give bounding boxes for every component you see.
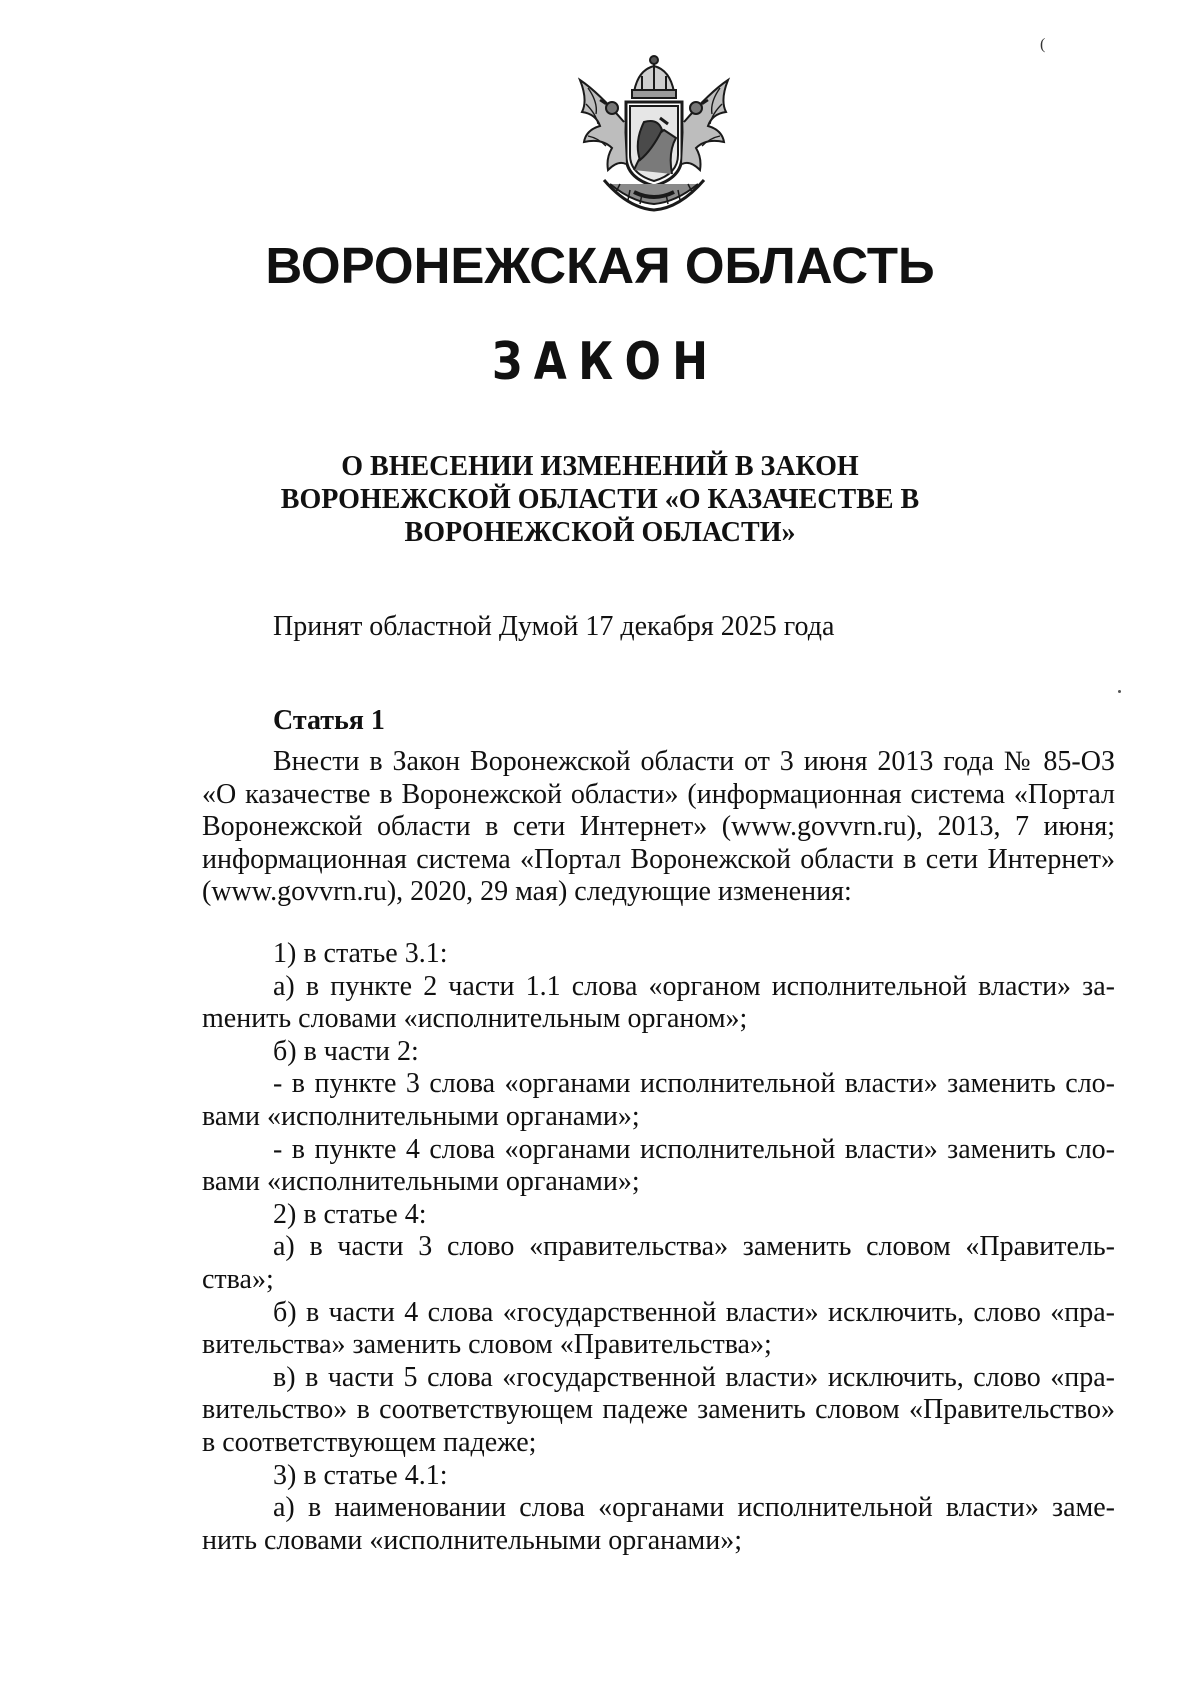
amendment-item: а) в наименовании слова «органами исполнительной власти» заменить словами «исполнительными органами»; (202, 1492, 1115, 1556)
amendment-item: 2) в статье 4: (273, 1198, 427, 1230)
scan-dot (1118, 690, 1121, 693)
amendment-item: 3) в статье 4.1: (273, 1459, 448, 1491)
amendment-item: б) в части 4 слова «государственной власти» исключить, слово «правительства» заменить словом «Правительства»; (202, 1296, 1115, 1361)
law-title-line: ВОРОНЕЖСКОЙ ОБЛАСТИ «О КАЗАЧЕСТВЕ В (280, 484, 920, 515)
law-title-line: ВОРОНЕЖСКОЙ ОБЛАСТИ» (404, 517, 796, 548)
amendment-item: б) в части 2: (273, 1035, 419, 1067)
voronezh-coat-of-arms-icon (568, 52, 740, 216)
amendment-list (202, 938, 1115, 1557)
article-intro-block (202, 746, 1115, 909)
adoption-date: Принят областной Думой 17 декабря 2025 года (273, 611, 835, 642)
amendment-item: - в пункте 4 слова «органами исполнительной власти» заменить словами «исполнительными органами»; (202, 1133, 1115, 1198)
region-title: ВОРОНЕЖСКАЯ ОБЛАСТЬ (265, 237, 935, 294)
law-title-line: О ВНЕСЕНИИ ИЗМЕНЕНИЙ В ЗАКОН (341, 451, 859, 482)
scan-mark: ( (1040, 36, 1046, 53)
document-type: ЗАКОН (491, 332, 720, 392)
article-heading: Статья 1 (273, 705, 385, 736)
amendment-item: в) в части 5 слова «государственной власти» исключить, слово «правительство» в соответствующем падеже заменить словом «Правительство» в соответствующем падеже; (202, 1361, 1115, 1458)
law-title (250, 450, 950, 549)
amendment-item: 1) в статье 3.1: (273, 938, 448, 969)
amendment-item: а) в части 3 слово «правительства» заменить словом «Правительства»; (202, 1231, 1115, 1295)
amendment-item: - в пункте 3 слова «органами исполнительной власти» заменить словами «исполнительными органами»; (202, 1068, 1115, 1132)
amendment-item: а) в пункте 2 части 1.1 слова «органом исполнительной власти» заmенить словами «исполнительным органом»; (202, 970, 1115, 1035)
article-intro: Внести в Закон Воронежской области от 3 июня 2013 года № 85-ОЗ «О казачестве в Воронежской области» (информационная система «Портал Воронежской области в сети Интернет» (www.govvrn.ru), 2013, 7 июня; информационная система «Портал Воронежской области в сети Интернет» (www.govvrn.ru), 2020, 29 мая) следующие изменения: (202, 746, 1115, 908)
